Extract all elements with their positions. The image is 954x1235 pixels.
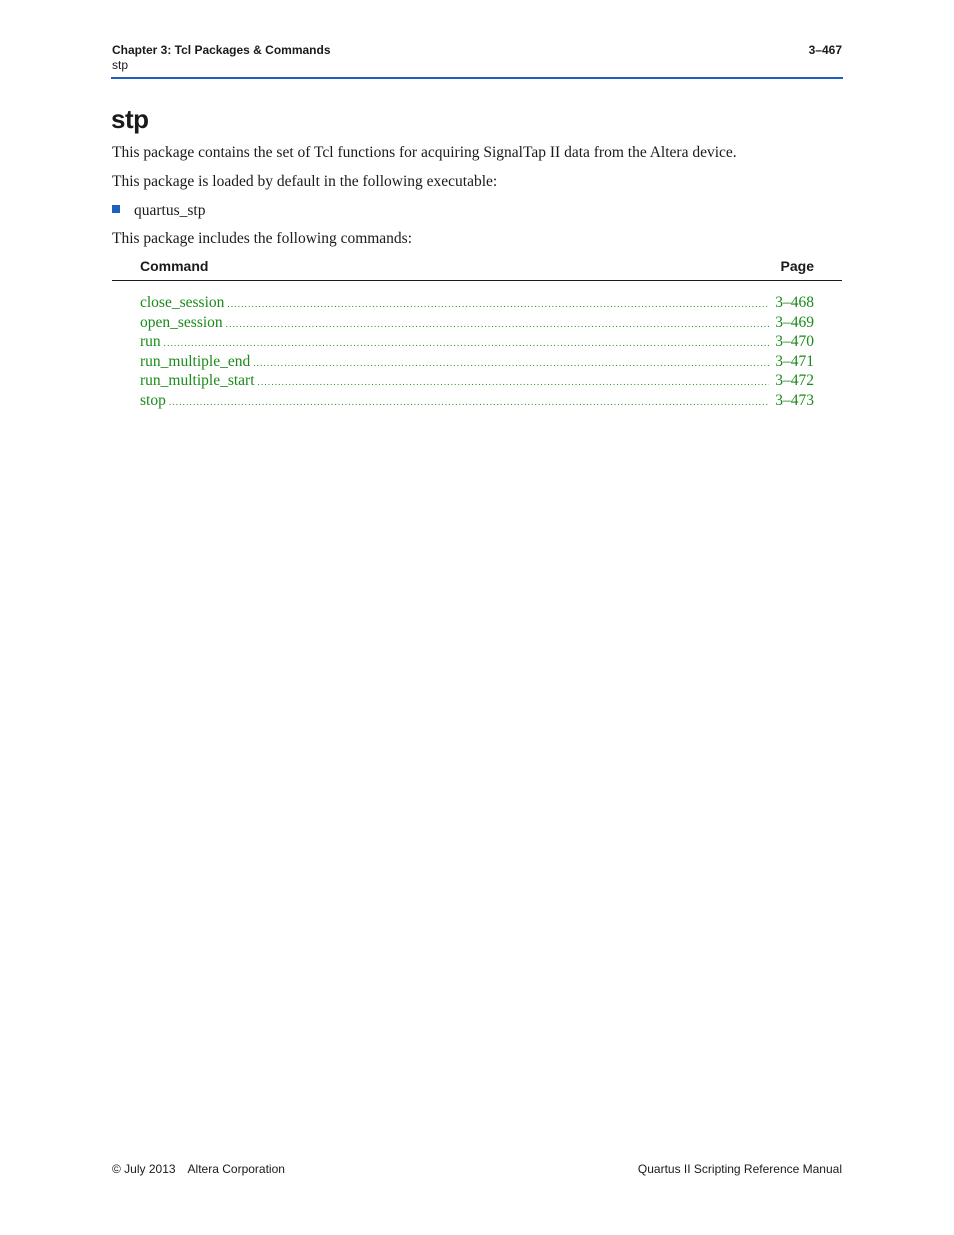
header-rule — [111, 77, 843, 79]
dot-leader — [226, 315, 770, 335]
command-name: open_session — [140, 313, 223, 331]
column-header-command: Command — [140, 258, 209, 274]
command-page: 3–473 — [775, 391, 814, 409]
chapter-title: Chapter 3: Tcl Packages & Commands — [112, 43, 331, 57]
command-link-run-multiple-start[interactable] — [140, 371, 814, 391]
section-name: stp — [112, 58, 129, 72]
column-header-page: Page — [780, 258, 814, 274]
command-page: 3–472 — [775, 372, 814, 390]
intro-paragraph: This package contains the set of Tcl functions for acquiring SignalTap II data from the Altera device. — [112, 144, 737, 161]
dot-leader — [227, 295, 769, 315]
loaded-paragraph: This package is loaded by default in the following executable: — [112, 173, 498, 190]
running-header — [112, 43, 331, 73]
footer-company: Altera Corporation — [187, 1162, 285, 1176]
header-page-number: 3–467 — [808, 43, 842, 57]
command-page: 3–468 — [775, 294, 814, 311]
dot-leader — [258, 373, 770, 393]
command-link-stop[interactable] — [140, 391, 814, 411]
command-page: 3–470 — [775, 333, 814, 351]
square-bullet-icon — [112, 205, 120, 213]
footer-date: © July 2013 — [112, 1162, 176, 1176]
dot-leader — [253, 354, 769, 374]
footer-left — [112, 1162, 285, 1176]
command-table-header — [112, 257, 842, 281]
command-name: stop — [140, 391, 166, 409]
command-link-run-multiple-end[interactable] — [140, 352, 814, 372]
command-link-close-session[interactable] — [140, 293, 814, 313]
command-page: 3–471 — [775, 352, 814, 370]
command-name: run_multiple_start — [140, 372, 255, 390]
command-list — [140, 293, 814, 411]
dot-leader — [169, 393, 769, 413]
command-name: close_session — [140, 294, 225, 311]
command-link-run[interactable] — [140, 332, 814, 352]
command-page: 3–469 — [775, 313, 814, 331]
command-name: run — [140, 333, 161, 351]
footer-manual-title: Quartus II Scripting Reference Manual — [637, 1162, 842, 1176]
command-link-open-session[interactable] — [140, 313, 814, 333]
includes-paragraph: This package includes the following commands: — [112, 230, 413, 247]
executable-list-item — [112, 201, 205, 221]
executable-name: quartus_stp — [134, 202, 206, 219]
dot-leader — [164, 334, 770, 354]
command-name: run_multiple_end — [140, 352, 251, 370]
page-title: stp — [111, 104, 149, 134]
